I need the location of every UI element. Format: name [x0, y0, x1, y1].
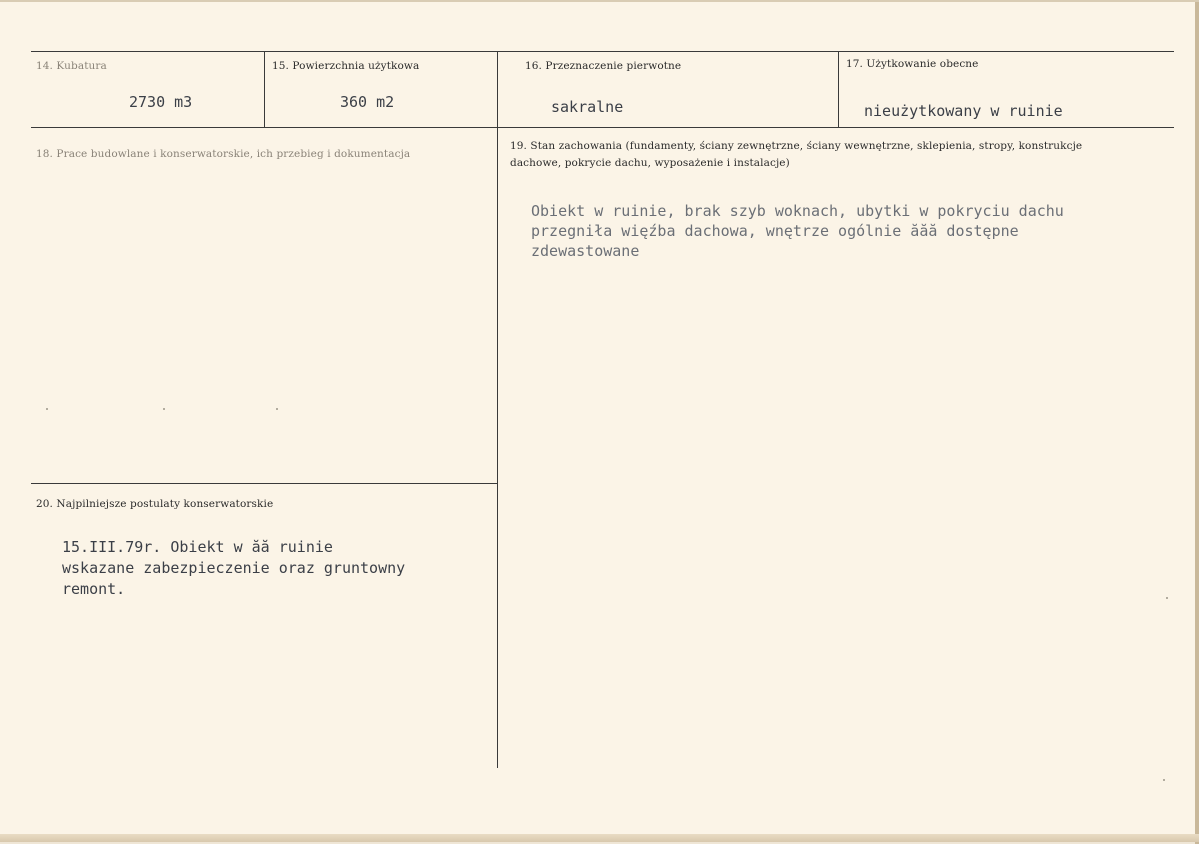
paper-mark — [276, 408, 278, 410]
field-20-line-1: 15.III.79r. Obiekt w ăă ruinie — [62, 538, 333, 556]
paper-mark — [1163, 779, 1165, 781]
field-20-line-3: remont. — [62, 580, 126, 598]
top-rule — [31, 51, 1174, 52]
field-17-label: 17. Użytkowanie obecne — [846, 58, 979, 70]
paper-mark — [1166, 597, 1168, 599]
paper-mark — [163, 408, 165, 410]
paper-mark — [46, 408, 48, 410]
field-19-line-2: przegniła więźba dachowa, wnętrze ogólnie ăăă dostępne — [531, 222, 1019, 240]
card-edge — [1195, 2, 1199, 844]
field-15-label: 15. Powierzchnia użytkowa — [272, 60, 420, 72]
field-19-label: 19. Stan zachowania (fundamenty, ściany zewnętrzne, ściany wewnętrzne, sklepienia, stropy, konstrukcje dachowe, pokrycie dachu, wyposażenie i instalacje) — [510, 140, 1083, 169]
field-20-line-2: wskazane zabezpieczenie oraz gruntowny — [62, 559, 406, 577]
field-16-label: 16. Przeznaczenie pierwotne — [525, 60, 682, 72]
col-divider-14-15 — [264, 52, 265, 128]
field-14-value: 2730 m3 — [129, 93, 193, 111]
field-16-value: sakralne — [551, 98, 624, 116]
field-19-line-1: Obiekt w ruinie, brak szyb woknach, ubytki w pokryciu dachu — [531, 202, 1064, 220]
col-divider-15-16 — [497, 52, 498, 768]
field-18-label: 18. Prace budowlane i konserwatorskie, ich przebieg i dokumentacja — [36, 148, 411, 160]
row-divider — [31, 127, 1174, 128]
col-divider-16-17 — [838, 52, 839, 128]
field-19-line-3: zdewastowane — [531, 242, 640, 260]
field-15-value: 360 m2 — [340, 93, 395, 111]
field-20-label: 20. Najpilniejsze postulaty konserwatorskie — [36, 498, 274, 510]
field-17-value: nieużytkowany w ruinie — [864, 102, 1063, 120]
field-14-label: 14. Kubatura — [36, 60, 107, 72]
section20-divider — [31, 483, 498, 484]
